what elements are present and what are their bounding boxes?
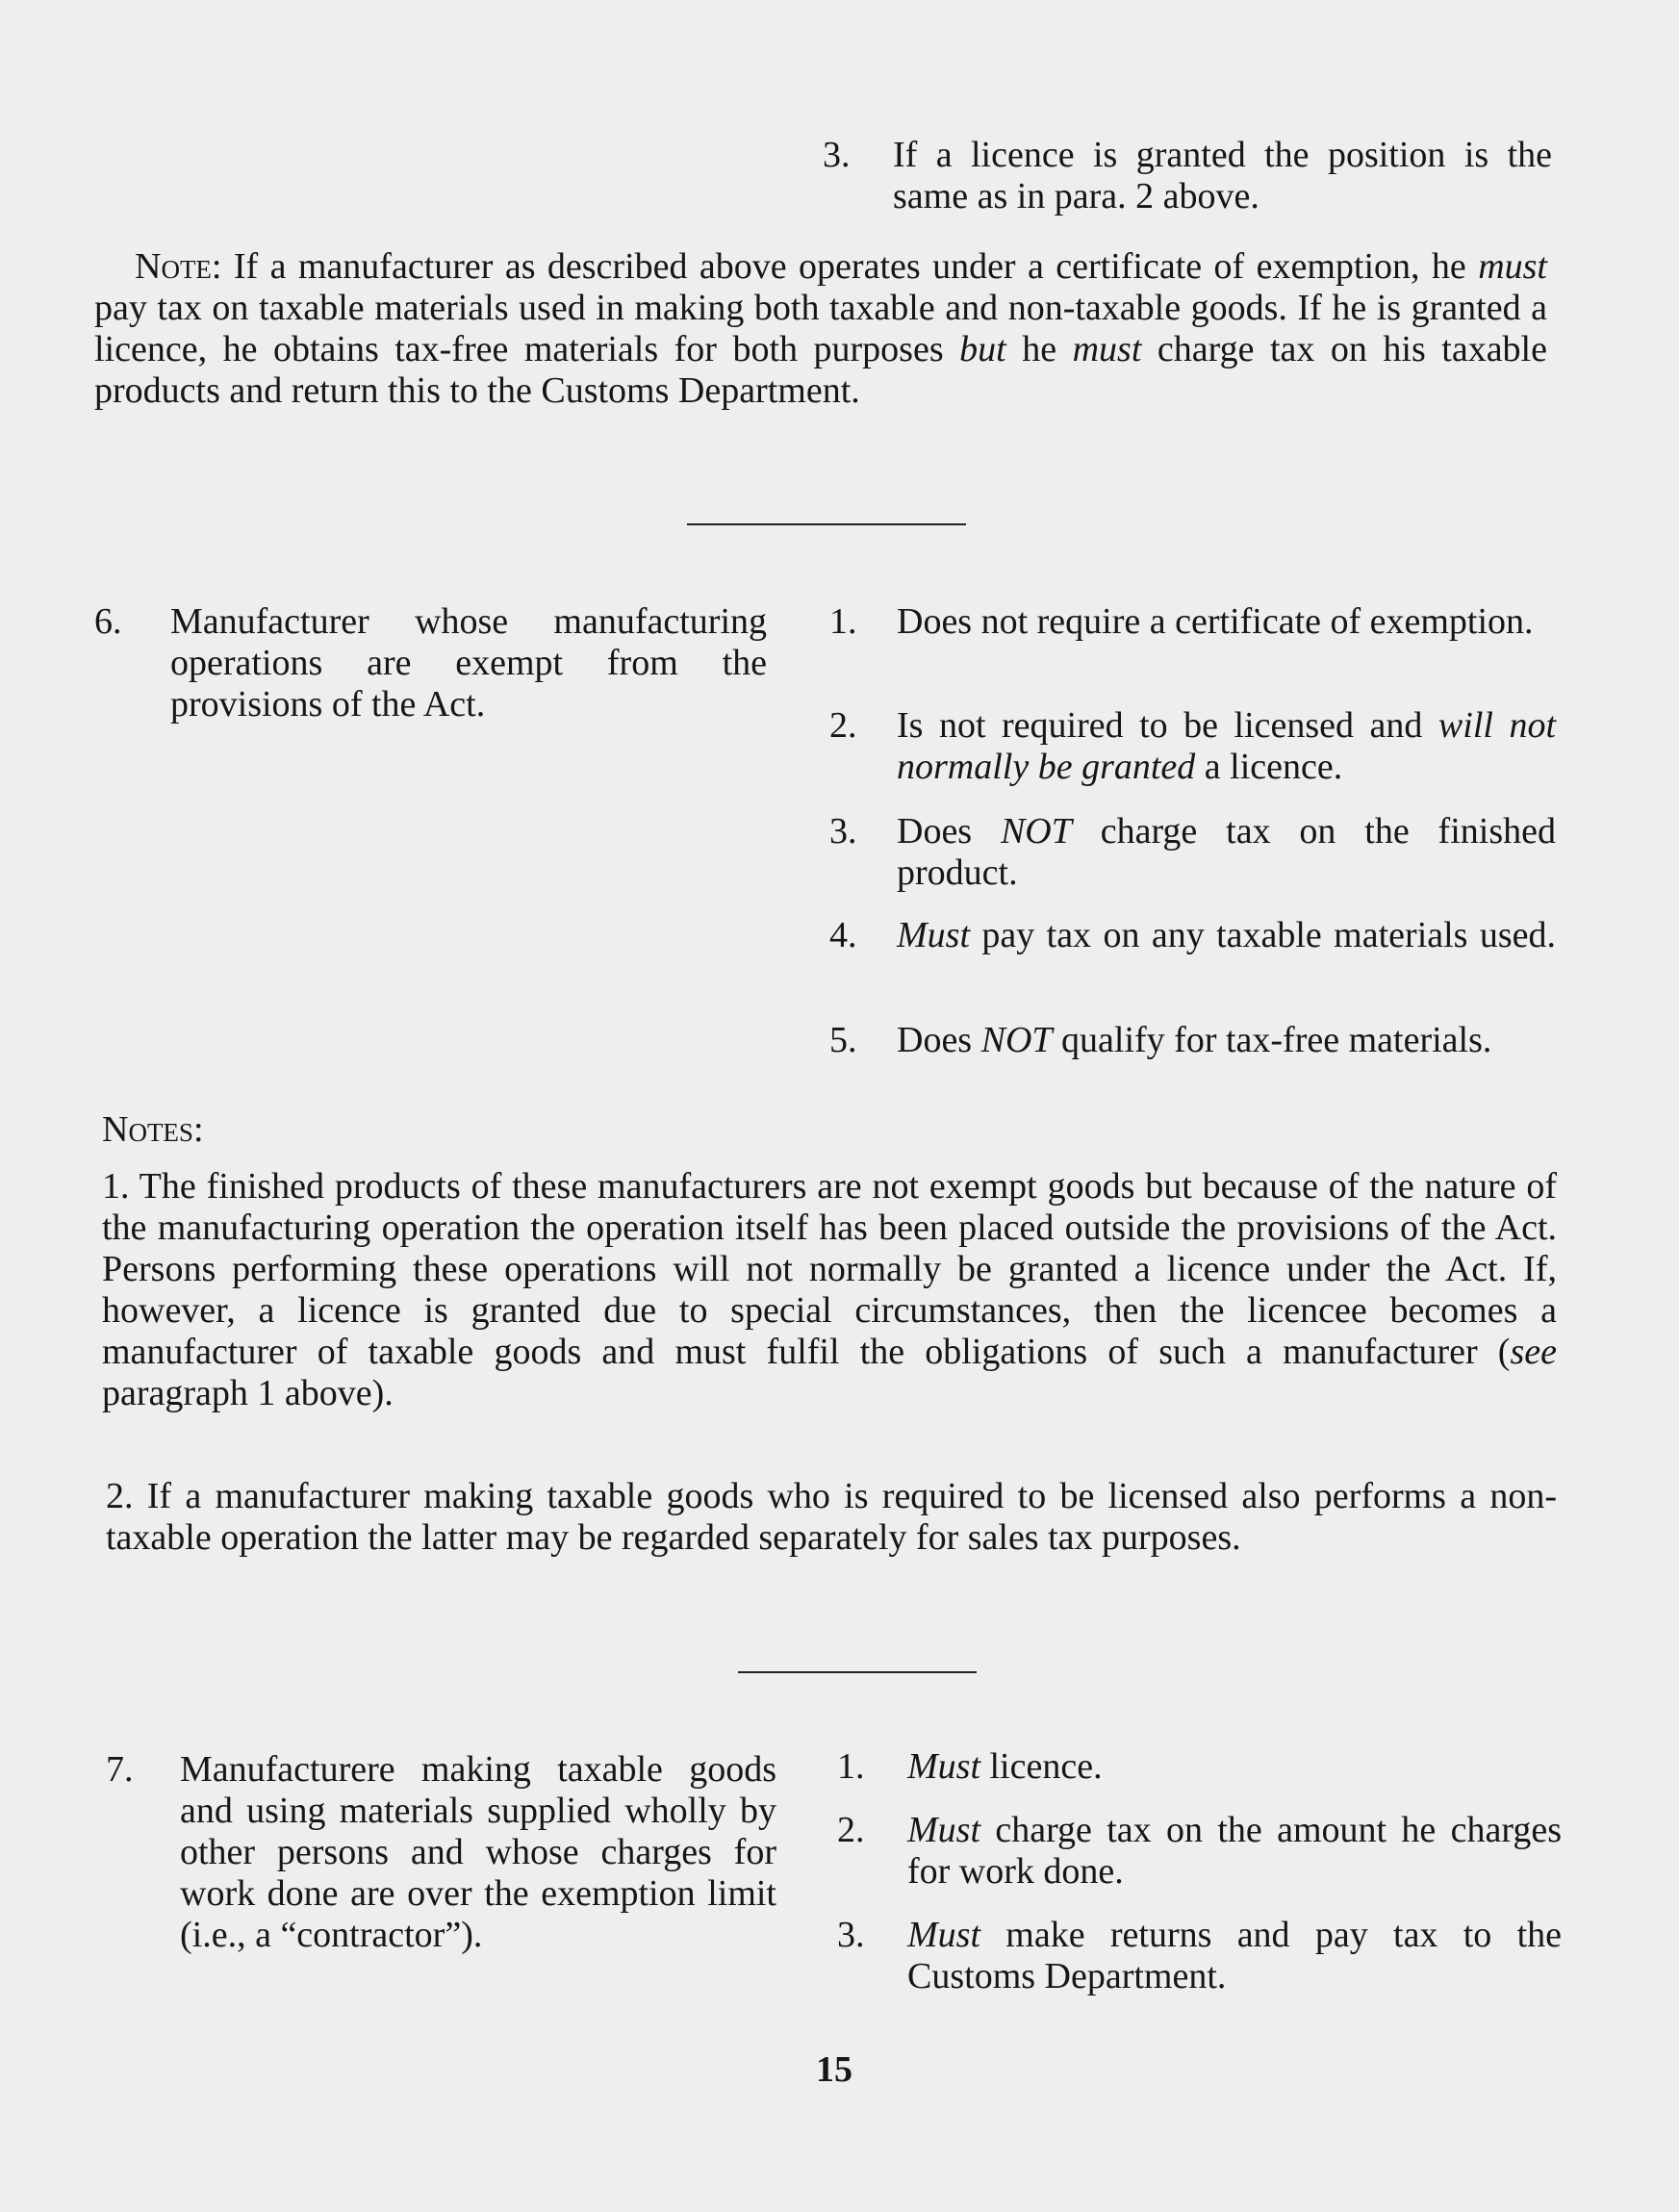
text: charge tax on the finished product. [897, 811, 1556, 893]
emphasis: Must [907, 1746, 980, 1787]
notes-heading: Notes: [102, 1109, 204, 1150]
section-title: Manufacturer whose manufacturing operations are exempt from the provisions of the Act. [170, 601, 767, 725]
item-text [897, 601, 1556, 643]
item-text [897, 811, 1556, 894]
text: Does [897, 811, 1001, 852]
note-emphasis: but [959, 329, 1006, 369]
text: make returns and pay tax to the Customs Department. [907, 1915, 1562, 1996]
emphasis: Must [897, 915, 970, 955]
note-emphasis: must [1478, 246, 1547, 287]
note-paragraph [94, 246, 1547, 412]
page-number: 15 [816, 2049, 852, 2090]
item-text [907, 1810, 1562, 1893]
item-text [907, 1746, 1562, 1788]
divider [687, 523, 966, 525]
note-emphasis: must [1072, 329, 1142, 369]
notes-note-2 [106, 1476, 1557, 1559]
note-label: Note: [135, 246, 222, 287]
emphasis: Must [907, 1810, 980, 1850]
section-number: 6. [94, 601, 122, 642]
item-text [897, 1020, 1556, 1061]
item-number: 3. [823, 135, 851, 175]
text: Does [897, 1020, 981, 1060]
note-text: If a manufacturer making taxable goods who is required to be licensed also performs a non-taxable operation the latter may be regarded separately for sales tax purposes. [106, 1476, 1557, 1558]
text: licence. [980, 1746, 1103, 1787]
text: a licence. [1195, 747, 1343, 787]
note-text: The finished products of these manufacturers are not exempt goods but because of the nature of the manufacturing operation the operation itself has been placed outside the provisions of the Act. Persons performing these operations will not normally be granted a licence under the Act. If, however, a licence is granted due to special circumstances, then the licencee becomes a manufacturer of taxable goods and must fulfil the obligations of such a manufacturer ( [102, 1166, 1557, 1372]
text: Is not required to be licensed and [897, 705, 1438, 746]
note-number: 2. [106, 1476, 134, 1516]
emphasis: NOT [980, 1020, 1053, 1060]
item-number: 5. [829, 1020, 857, 1060]
note-text: he [1005, 329, 1073, 369]
text: qualify for tax-free materials. [1052, 1020, 1492, 1060]
section-number: 7. [106, 1749, 134, 1790]
item-text [897, 705, 1556, 788]
emphasis: will not normally be granted [897, 705, 1557, 787]
item-text [907, 1915, 1562, 1997]
item-number: 3. [829, 811, 857, 852]
note-emphasis: see [1510, 1332, 1557, 1372]
item-number: 1. [837, 1746, 865, 1787]
emphasis: NOT [1000, 811, 1072, 852]
emphasis: Must [907, 1915, 980, 1955]
item-number: 4. [829, 915, 857, 955]
text: charge tax on the amount he charges for work done. [907, 1810, 1562, 1892]
divider [738, 1671, 977, 1673]
notes-note-1 [102, 1166, 1557, 1414]
note-text: charge tax on his taxable products and return this to the Customs Department. [94, 329, 1547, 411]
item-number: 2. [837, 1810, 865, 1850]
note-text: pay tax on taxable materials used in making both taxable and non-taxable goods. If he is granted a licence, he obtains tax-free materials for both purposes [94, 288, 1547, 369]
item-number: 3. [837, 1915, 865, 1955]
item-number: 1. [829, 601, 857, 642]
item-text: If a licence is granted the position is the same as in para. 2 above. [893, 135, 1552, 216]
note-text: paragraph 1 above). [102, 1373, 394, 1413]
text: pay tax on any taxable materials used. [970, 915, 1556, 955]
note-number: 1. [102, 1166, 130, 1207]
item-number: 2. [829, 705, 857, 746]
item-text [897, 915, 1556, 956]
note-text: If a manufacturer as described above operates under a certificate of exemption, he [221, 246, 1479, 287]
text: Does not require a certificate of exemption. [897, 601, 1534, 642]
section-title: Manufacturere making taxable goods and using materials supplied wholly by other persons and whose charges for work done are over the exemption limit (i.e., a “contractor”). [180, 1749, 776, 1955]
